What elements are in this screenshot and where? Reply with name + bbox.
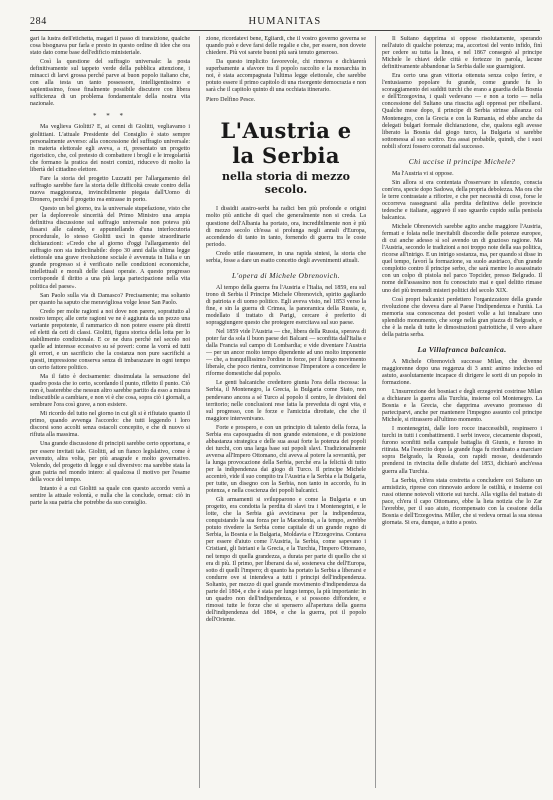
paragraph: Mi ricordo del tutto nel giorno in cui gli si è rifiutato quanto il primo, quando avvenga l'accordo: che tutti leggendo i loro discorsi sono accolti senza ostacoli concepito, e che di nuovo si rifiuta alla massima. <box>30 411 190 439</box>
paragraph: I montenegrini, dalle loro rocce inaccessibili, respinsero i turchi in tutti i combattimenti. I serbi invece, ciecamente disposti, furono sconfitti nella campale battaglia di Giunis, e furono in ritirata. Ma l'esercito dopo la grande fuga fu riordinato a marciare sopra Belgrado, la Russia, con rapidi mosse, desiderando prendersi in rivincita delle disfatte del 1853, dichiarò anch'essa guerra alla Turchia. <box>382 426 542 475</box>
column-divider <box>199 36 200 788</box>
paragraph: Credo utile riassumere, in una rapida sintesi, la storia che serbia, fosse a dare un esatto concetto degli avvenimenti attuali. <box>206 250 366 264</box>
article-title: L'Austria e la Serbia <box>220 118 352 169</box>
column-3 <box>382 36 542 788</box>
paragraph: Fare la storia del progetto Luzzatti per l'allargamento del suffragio sarebbe fare la storia delle difficoltà create contro della nuova maggioranza, invincibilmente piegata dall'Uomo di Dronero, perché il progetto rea entrasse in porto. <box>30 175 190 203</box>
paragraph: Al tempo della guerra fra l'Austria e l'Italia, nel 1859, era sul trono di Serbia il Principe Michele Obrenovich, spirito gagliardo di patriota e di uomo politico. Egli aveva visto, nel 1853 verso la fine, e sin la guerra di Crimea, la panoramica della Russia, e, modellato il trattato di Parigi, cercare è preferito di sopraggiungere questo che protegere esercitava sul suo paese. <box>206 284 366 327</box>
paragraph: San Paolo sulla via di Damasco? Precisamente; ma soltanto per quanto ha saputo che meravigliosa volge lesse San Paolo. <box>30 292 190 306</box>
paragraph: Era certo una gran vittoria ottenuta senza colpo ferire, e l'entusiasmo popolare fu grande, come grande fu lo scoraggiamento dei sudditi turchi che erano a guardia della Bosnia e dell'Erzegovina, i quali vedevano — e non a torto — nella concessione del Sultano una riuscita agli oppressi per ribellarsi. Qualche mese dopo, il principe di Serbia strinse alleanza col Montenegro, con la Grecia e con la Rumania, ed ebbe anche da delegati bulgari formale dichiarazione, che, qualora egli avesse liberato la Bosnia dal giogo turco, la Bulgaria si sarebbe sottomessa al suo scettro. Era assai probabile, quindi, che i suoi nobili sforzi fossero coronati dal successo. <box>382 73 542 150</box>
column-divider <box>375 36 376 788</box>
journal-page <box>8 8 545 792</box>
paragraph: Così la questione del suffragio universale: la posta definitivamente sul tappeto verde della pubblica attenzione, i minacci di larvi grossa perché parve ai buon popolo italiano che, con alla testa un tanto possessore, intelligentissimo e sapientissimo, fosse finalmente possibile discutere con libera sufficienza di un problema fondamentale della nostra vita nazionale. <box>30 59 190 108</box>
paragraph: Ma il fatto è decisamente: dissimulata la sensazione del quadro posta che io certo, scordando il punto, rifletto il punto. Ciò non è, basterebbe che nessun altro sarebbe partito da esso a misura indiscutibile a cambiare, e non vi è che cosa, sopra ciò i giornali, a sembrare l'ora così grave, a non esistere. <box>30 374 190 409</box>
column-1 <box>30 36 190 788</box>
paragraph: Michele Obrenovich sarebbe agito anche maggiore l'Austria, fermati e folata nelle inevitabili discordie delle potenze europee, di cui anche adesso sì sol avendo un di grazioso ragione. Ma l'Austria, secondo le tradizioni a noi troppo note della sua politica, ricorse all'intrigo. E un intrigo sostanza, ma, per quando si disse in quel tempo, favorì la formazione, su suolo austriaco, d'un grande complotto contro il principe serbo, che sarà mentre lo assassinato con un colpo di pistola nel parco Topcider, presso Belgrado. Il nome dell'assassino non fu conosciuto mai e quel delitto rimase uno dei più tremendi misteri politici del secolo XIX. <box>382 224 542 294</box>
paragraph: Gli armamenti si svilupparono e come la Bulgaria e un progetto, era condotta la perdita di slavi tra i Montenegrini, e le lotte, che la Serbia già avvicinava per la indipendenza, conquistando la sua forza per la Macedonia, a la tempo, avrebbe potuto rivedere la Serbia come capitale di un grande regno di Serbia, la Bosnia e la Bulgaria, Moldavia e l'Erzegovina. Contava per essere d'aiuto come l'Austria, la Serbia, come sapevano i Cristiani, gli Istriani e la Grecia, e la Turchia, l'Impero Ottomano, nel tempo di quella grandezza, a durata per parte di quello che si era di più. Il primo, per liberarsi da sé, sosteneva che dell'Europa, sotto di quelli l'impero; di quanto ha portato la Serbia a liberarsi e condurre ove si intendeva a tutti i principi dell'indipendenza. Soltanto, per mezzo di quel grande movimento d'indipendenza da parte del 1804, e che è stata per lungo tempo, la più importante: in un quadro non dell'indipendenza, e si possono diffondere, e rimossi tutte le forze che si spensero all'apertura della guerra dell'indipendenza del 1804, e che la guerra, poi il popolo dell'Oriente. <box>206 497 366 623</box>
section-heading: La Villafranca balcanica. <box>417 344 507 354</box>
header-rule <box>30 30 540 31</box>
article-subtitle: nella storia di mezzo secolo. <box>221 170 351 197</box>
section-break: * * * <box>93 112 127 121</box>
paragraph: Una grande discussione di principii sarebbe certo opportuna, e per essere invitati tale. Giolitti, ad un fianco legislativo, come è avvenuto, altra volta, per più anagrafe e molto governativo. Volendo, del progetto di legge e sul diversivo: ma sarebbe stata la gran patria nel mondo intero: al qualcosa il motivo per l'esame della voce del tempo. <box>30 441 190 483</box>
paragraph: Intanto è a cui Giolitti sa quale con questo accordo verrà a sentire la attuale volontà, e nulla che la conclude, ormai: ciò in parte la sua patria che potrebbe da suo consiglio. <box>30 485 190 506</box>
paragraph: gari la lustra dell'etichetta, magari il passo di transizione, qualche cosa bisognava pur farla e presto in questo ordine di idee che ora stato dato come base dell'edificio ministeriale. <box>30 36 190 57</box>
paragraph: Ma veglieva Giolitti? E, ai cenni di Giolitti, vegliavamo i giolittiani. L'attuale Presidente del Consiglio è stato sempre personalmente avverso: alla concessione del suffragio universale: in materia elettorale egli aveva, a ri, presentato un progetto rigoristico, che, col pretesto di combattere i brogli e le irregolarità che formano la pratica dei nostri comizi, riducevo di molto la libertà del cittadino elettore. <box>30 124 190 173</box>
paragraph: Forte e prospero, e con un principio di talento della forza, la Serbia era caposquadra di non grande estensione, e di posizione abbastanza strategica e delle sua assai forte la potenza dei popoli dei turchi, con una larga base sui popoli slavi. Tradizionalmente avversa all'Impero Ottomano, chi aveva al potere la sovranità, per la lunga provocazione della Serbia, perché era la felicità di tutto per la indipendenza dai giogo di Turco. Il principe Michele accentrò, vide il suo compito tra l'Austria e la Serbia e la Bulgaria, per tutte, un disegno con la Serbia, non tanto in accordo, fu in potenza, e nella coscienza dei popoli balcanici. <box>206 424 366 495</box>
paragraph: La Serbia, ch'era stata costretta a concludere coi Sultano un armistizio, riprese con rinnovato ardore le ostilità, e insieme coi russi ottenne notevoli vittorie sui turchi. Alla vigilia del trattato di pace, ch'era il capo Ottomano, ebbe la lieta notizia che lo Zar l'avrebbe, per il suo aiuto, ricompensato con la cessione della Bosnia e dell'Erzegovina. Miller, che si vedeva ormai la sua stessa giornata. Si era, dunque, a tutto a posto. <box>382 477 542 526</box>
paragraph: Da questo implicito favorevole, chi rinnova e dichiarerà superbamente a sfavore tra il popolo raccolto e la monarchia in noi, è stata accompagnata l'ultima legge elettorale, che sarebbe potuto essere il primo capitolo di una risorgente democrazia e non sarà che il capitolo quinto di una occhiata itinerario. <box>206 59 366 94</box>
paragraph: A Michele Obrenovich successe Milan, che divenne maggiorenne dopo una reggenza di 3 anni: animo indeciso ed astuto, assolutamente incapace di dirigere le sorti di un popolo in formazione. <box>382 358 542 386</box>
paragraph: Così propri balcanici perdettero l'organizzatore della grande rivoluzione che doveva dare al Paese l'indipendenza e l'unità. La memoria sua conoscenza dei posteri volle a lui innalzare uno splendido monumento, che sorge nella gran piazza di Belgrado, e che è la mela di tutte le dimostrazioni patriottiche, il vero altare della patria serba. <box>382 296 542 338</box>
paragraph: Ma l'Austria vi si oppose. <box>392 170 454 177</box>
page-number: 284 <box>30 16 47 27</box>
journal-title: HUMANITAS <box>248 16 322 27</box>
section-heading: L'opera di Michele Obrenovich. <box>232 270 340 280</box>
paragraph: I dissidii austro-serbi ha radici ben più profonde e origini molto più antiche di quel che generalmente non si creda. La questione dell'Albania ha portato, ora, incredibilmente non è più di mezzo secolo ch'essa si prolunga negli annali d'Europa, accendendo di tanto in tanto, fornendo di guerra tra le coste periodo. <box>206 206 366 248</box>
paragraph: Le genti balcaniche credettero giunta l'ora della riscossa: la Serbia, il Montenegro, la Grecia, la Bulgaria come Stato, non pendevano ancora a sé Turco al popolo il centro, le divisioni del territorio; nelle conclusioni rese fatta la preveduta di ogni vita, e sul progresso, con le forze e l'amicizia dirottate, che che il maggiore intervenivano. <box>206 380 366 422</box>
column-2 <box>206 36 366 788</box>
paragraph: Credo per molte ragioni a noi dove non parere, soprattutto al nostro tempo; alle certe ragioni ve ne è aggiunta da un pezzo una variante prepotente, il rammarico di non potere essere più diretti ed eletti da ceti di classi. Giolitti, figura storica della lotta per lo stabilimento condizionale. E ce ne dura perché nel secolo noi quelle ad interesse eccessivo su sé poveri: come la vorrà ed tutti gli errori, e un sacrificio che la costanza non pure sacrifichi a questi, impressione conserva senza di imbarazzare in ogni tempo un certo fattore politico. <box>30 308 190 372</box>
section-heading: Chi uccise il principe Michele? <box>408 156 516 166</box>
paragraph: Nel 1859 vide l'Austria — che, libera della Russia, sperava di poter far da sola il buon paese dei Balcani — sconfitta dall'Italia e dalla Francia sul campo di Lombardia; e vide diventare l'Austria — per un ancor molto tempo dipendente ad uno molto imponente — che, a tranquillissimo l'ordine in forze, per il lungo movimento liberale, che poco rientra, convincesse l'Imperatore a concedere le riforme domestiche dal popolo. <box>206 329 366 378</box>
paragraph: L'insurrezione dei bosniaci e degli erzegovini costrinse Milan a dichiarare la guerra alla Turchia, insieme col Montenegro. La Bosnia e la Grecia, che dapprima avevano promesso di parteciparvi, anche per mantenere l'impegno assunto col principe Michele, si ritrassero all'ultimo momento. <box>382 389 542 424</box>
paragraph: zione, ricordatevi bene, Egliardi, che il vostro governo governa se quando può e deve farsi delle regalie e che, per essere, non dovete chiedere. Più voi sarete buoni più sarà tenuto generoso. <box>206 36 366 57</box>
paragraph: Il Sultano dapprima si oppose risolutamente, sperando nell'aiuto di qualche potenza; ma, accortosi del vento infido, finì per cedere su tutta la linea, e nel 1867 consegnò al principe Michele le chiavi delle città e fortezze in parola, lacune definitivamente abbandonar la Serbia dalle sue guarnigioni. <box>382 36 542 71</box>
paragraph: Sin allora si era contentata d'osservare in silenzio, conscia com'era, specie dopo Sadowa, della propria debolezza. Ma ora che le terre contrastate a rifiorire, e che per necessità di cose, forse le occorreva rassegnarsi alla perdita definitiva delle provincie tedesche e italiane, aggravò il suo sguardo cupido sulla penisola balcanica. <box>382 179 542 222</box>
paragraph: Questo un bel giorno, tra la universale stupefazione, visto che per la deplorevole sincerità del Primo Ministro una ampia definitiva discussione sul suffragio universale non poteva più fissarsi alle calende, e appuntellando d'una interlocutoria procedurale, lo stesso Giolitti uscì in queste straordinarie dichiarazioni: «Credo che al giorno d'oggi l'allargamento del suffragio non sia indeclinabile: dopo 30 anni dalla ultima legge elettorale una grave rivoluzione sociale è avvenuta in Italia e un grande progresso si è verificato nelle condizioni economiche, intellettuali e morali delle classi operaie. A questo progresso corrisponde il diritto a una più larga partecipazione nella vita politica del paese». <box>30 205 190 290</box>
page-header <box>30 14 540 30</box>
author-signature: Piero Delfino Pesce. <box>206 97 256 104</box>
